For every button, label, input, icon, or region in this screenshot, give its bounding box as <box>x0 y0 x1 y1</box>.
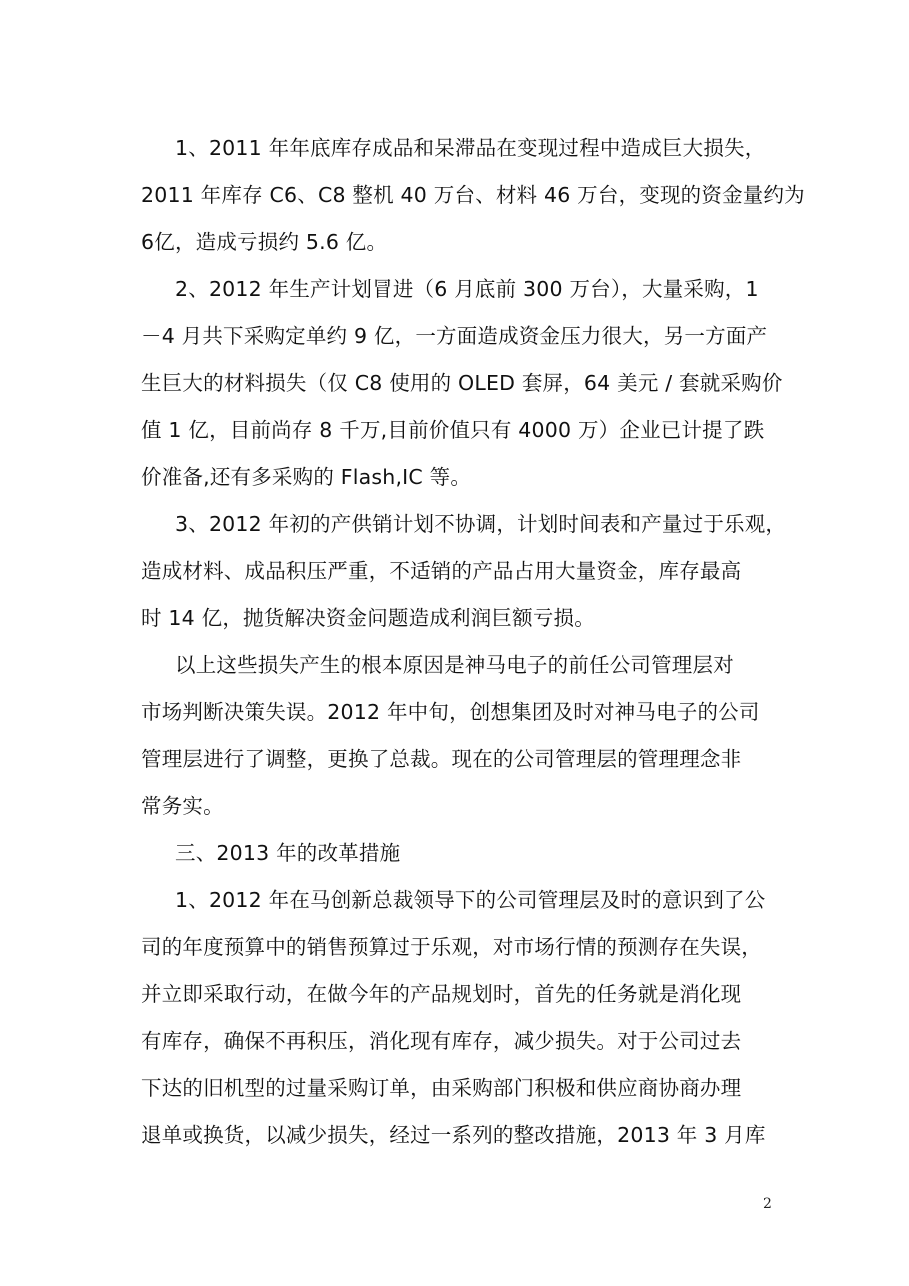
paragraph-line: 值 1 亿，目前尚存 8 千万,目前价值只有 4000 万）企业已计提了跌 <box>141 418 765 442</box>
paragraph-line: 管理层进行了调整，更换了总裁。现在的公司管理层的管理理念非 <box>141 747 742 771</box>
paragraph-line: 2011 年库存 C6、C8 整机 40 万台、材料 46 万台，变现的资金量约为 <box>141 183 805 207</box>
section-heading: 三、2013 年的改革措施 <box>175 841 401 865</box>
paragraph-line: 1、2012 年在马创新总裁领导下的公司管理层及时的意识到了公 <box>175 888 766 912</box>
paragraph-line: 3、2012 年初的产供销计划不协调，计划时间表和产量过于乐观， <box>175 512 787 536</box>
paragraph-line: 2、2012 年生产计划冒进（6 月底前 300 万台），大量采购，1 <box>175 277 759 301</box>
paragraph-line: 市场判断决策失误。2012 年中旬，创想集团及时对神马电子的公司 <box>141 700 760 724</box>
paragraph-line: 并立即采取行动，在做今年的产品规划时，首先的任务就是消化现 <box>141 982 742 1006</box>
paragraph-line: 退单或换货，以减少损失，经过一系列的整改措施，2013 年 3 月库 <box>141 1123 766 1147</box>
paragraph-line: 司的年度预算中的销售预算过于乐观，对市场行情的预测存在失误， <box>141 935 762 959</box>
paragraph-line: 价准备,还有多采购的 Flash,IC 等。 <box>141 465 472 489</box>
paragraph-line: 造成材料、成品积压严重，不适销的产品占用大量资金，库存最高 <box>141 559 742 583</box>
paragraph-line: 时 14 亿，抛货解决资金问题造成利润巨额亏损。 <box>141 606 595 630</box>
document-body <box>141 125 805 1159</box>
page-number: 2 <box>763 1196 772 1212</box>
paragraph-line: 有库存，确保不再积压，消化现有库存，减少损失。对于公司过去 <box>141 1029 742 1053</box>
paragraph-line: 以上这些损失产生的根本原因是神马电子的前任公司管理层对 <box>175 653 734 677</box>
paragraph-line: 生巨大的材料损失（仅 C8 使用的 OLED 套屏，64 美元 / 套就采购价 <box>141 371 783 395</box>
paragraph-line: 常务实。 <box>141 794 224 818</box>
paragraph-line: 6亿，造成亏损约 5.6 亿。 <box>141 230 388 254</box>
paragraph-line: 下达的旧机型的过量采购订单，由采购部门积极和供应商协商办理 <box>141 1076 742 1100</box>
paragraph-line: 1、2011 年年底库存成品和呆滞品在变现过程中造成巨大损失， <box>175 136 766 160</box>
paragraph-line: －4 月共下采购定单约 9 亿，一方面造成资金压力很大，另一方面产 <box>141 324 768 348</box>
